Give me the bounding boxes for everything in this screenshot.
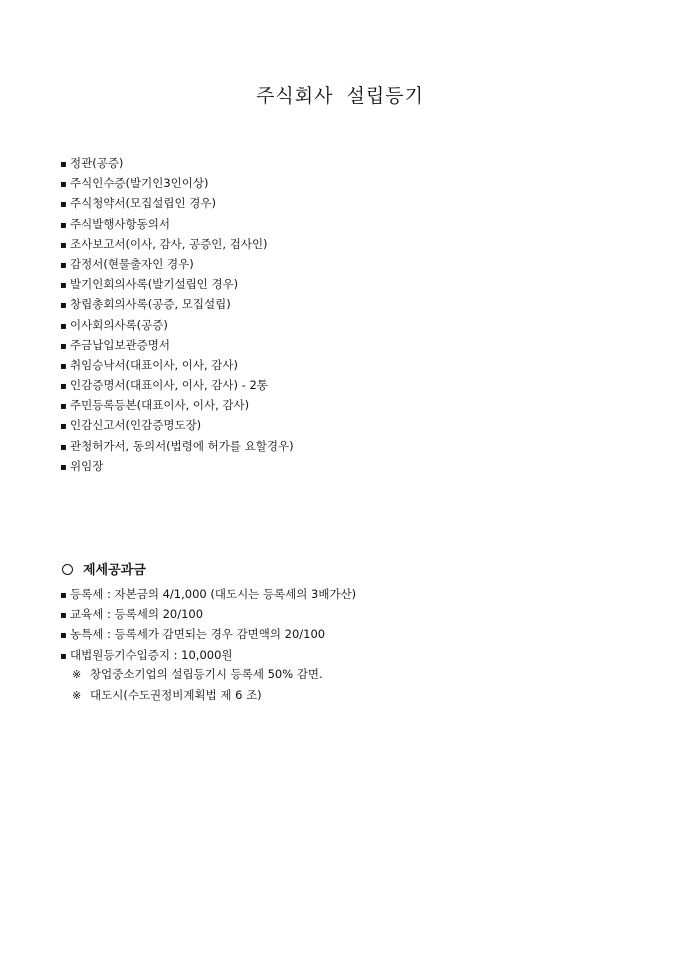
bullet-icon: ▪ bbox=[60, 590, 67, 601]
reference-mark-icon: ※ bbox=[72, 668, 82, 681]
bullet-icon: ▪ bbox=[60, 259, 67, 271]
bullet-icon: ▪ bbox=[60, 320, 67, 332]
bullet-icon: ▪ bbox=[60, 219, 67, 231]
list-item-text: 대법원등기수입증지 : 10,000원 bbox=[70, 647, 233, 662]
bullet-icon: ▪ bbox=[60, 340, 67, 352]
list-item bbox=[60, 355, 294, 375]
bullet-icon: ▪ bbox=[60, 280, 67, 292]
list-item bbox=[60, 645, 356, 665]
list-item bbox=[60, 193, 294, 213]
bullet-icon: ▪ bbox=[60, 360, 67, 372]
list-item-text: 취임승낙서(대표이사, 이사, 감사) bbox=[70, 357, 239, 372]
list-item bbox=[60, 254, 294, 274]
list-item-text: 주식발행사항동의서 bbox=[70, 216, 170, 231]
circle-icon bbox=[62, 564, 73, 575]
list-item bbox=[60, 153, 294, 173]
list-item bbox=[60, 375, 294, 395]
list-item bbox=[60, 234, 294, 254]
bullet-icon: ▪ bbox=[60, 199, 67, 211]
list-item-text: 위임장 bbox=[70, 458, 104, 473]
list-item bbox=[60, 604, 356, 624]
list-item-text: 발기인회의사록(발기설립인 경우) bbox=[70, 277, 239, 292]
list-item bbox=[60, 294, 294, 314]
list-item-text: 주식인수증(발기인3인이상) bbox=[70, 176, 209, 191]
bullet-icon: ▪ bbox=[60, 159, 67, 170]
section-heading-text: 제세공과금 bbox=[83, 563, 146, 578]
list-item bbox=[60, 173, 294, 193]
bullet-icon: ▪ bbox=[60, 461, 67, 473]
note-item bbox=[72, 664, 323, 685]
required-documents-list bbox=[60, 153, 294, 476]
list-item bbox=[60, 214, 294, 234]
bullet-icon: ▪ bbox=[60, 381, 67, 393]
list-item-text: 등록세 : 자본금의 4/1,000 (대도시는 등록세의 3배가산) bbox=[70, 587, 357, 601]
list-item-text: 농특세 : 등록세가 감면되는 경우 감면액의 20/100 bbox=[70, 627, 326, 642]
list-item-text: 창립총회의사록(공증, 모집설립) bbox=[70, 297, 231, 312]
list-item bbox=[60, 436, 294, 456]
list-item-text: 관청허가서, 동의서(법령에 허가를 요할경우) bbox=[70, 438, 294, 453]
bullet-icon: ▪ bbox=[60, 441, 67, 453]
note-text: 대도시(수도권정비계획법 제 6 조) bbox=[90, 688, 262, 702]
list-item-text: 감정서(현물출자인 경우) bbox=[70, 256, 194, 271]
bullet-icon: ▪ bbox=[60, 630, 67, 642]
list-item bbox=[60, 395, 294, 415]
fees-notes bbox=[72, 664, 323, 706]
note-text: 창업중소기업의 설립등기시 등록세 50% 감면. bbox=[90, 667, 323, 681]
bullet-icon: ▪ bbox=[60, 401, 67, 413]
fees-list bbox=[60, 584, 356, 665]
list-item bbox=[60, 584, 356, 604]
list-item bbox=[60, 415, 294, 435]
list-item-text: 인감증명서(대표이사, 이사, 감사) - 2통 bbox=[70, 378, 268, 393]
document-title: 주식회사 설립등기 bbox=[256, 85, 424, 107]
list-item-text: 정관(공증) bbox=[70, 156, 124, 170]
bullet-icon: ▪ bbox=[60, 239, 67, 251]
list-item bbox=[60, 624, 356, 644]
bullet-icon: ▪ bbox=[60, 610, 67, 622]
note-item bbox=[72, 685, 323, 706]
fees-section-heading bbox=[62, 559, 146, 578]
list-item-text: 주식청약서(모집설립인 경우) bbox=[70, 196, 216, 211]
list-item bbox=[60, 315, 294, 335]
list-item-text: 조사보고서(이사, 감사, 공증인, 검사인) bbox=[70, 236, 268, 251]
reference-mark-icon: ※ bbox=[72, 689, 82, 702]
bullet-icon: ▪ bbox=[60, 650, 67, 662]
bullet-icon: ▪ bbox=[60, 300, 67, 312]
list-item-text: 주금납입보관증명서 bbox=[70, 337, 170, 352]
list-item-text: 인감신고서(인감증명도장) bbox=[70, 418, 202, 433]
bullet-icon: ▪ bbox=[60, 179, 67, 191]
list-item bbox=[60, 335, 294, 355]
list-item-text: 이사회의사록(공증) bbox=[70, 317, 168, 332]
list-item bbox=[60, 456, 294, 476]
list-item-text: 주민등록등본(대표이사, 이사, 감사) bbox=[70, 398, 250, 413]
bullet-icon: ▪ bbox=[60, 421, 67, 433]
list-item bbox=[60, 274, 294, 294]
list-item-text: 교육세 : 등록세의 20/100 bbox=[70, 607, 204, 622]
